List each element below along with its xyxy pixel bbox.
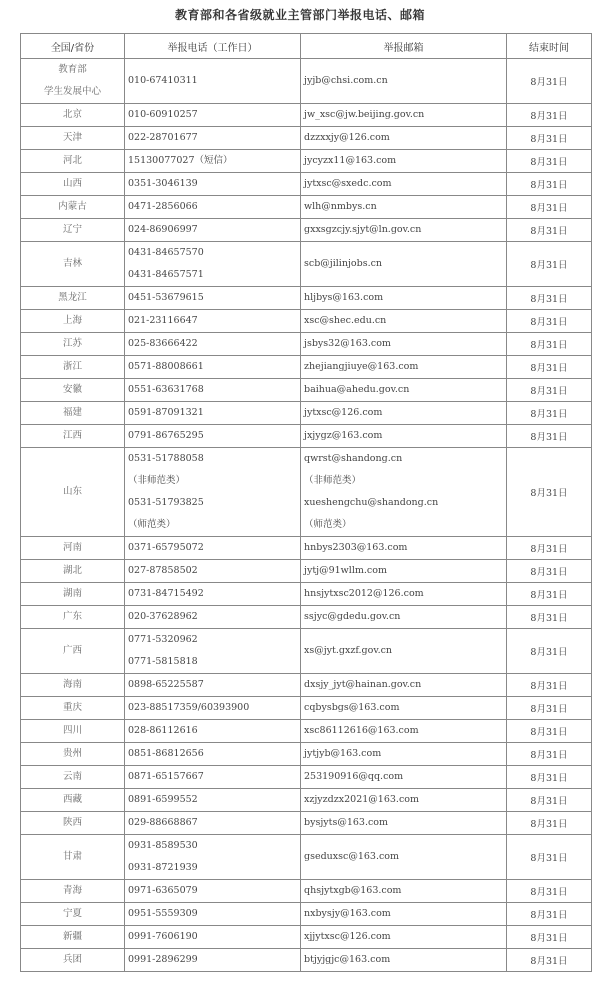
province-cell-line: 天津 (62, 132, 82, 143)
table-row (21, 789, 592, 812)
phone-cell-line: 024-86906997 (128, 224, 198, 235)
province-cell (21, 356, 125, 379)
end-date-cell: 8月31日 (507, 287, 592, 310)
email-cell[interactable] (301, 766, 507, 789)
province-cell-line: 黑龙江 (58, 292, 87, 303)
table-row (21, 356, 592, 379)
province-cell (21, 242, 125, 287)
table-row (21, 560, 592, 583)
email-cell[interactable] (301, 379, 507, 402)
phone-cell (125, 926, 301, 949)
province-cell (21, 150, 125, 173)
email-cell-line[interactable]: 253190916@qq.com (304, 771, 404, 782)
table-row (21, 219, 592, 242)
province-cell (21, 196, 125, 219)
province-cell (21, 903, 125, 926)
end-date-cell: 8月31日 (507, 333, 592, 356)
email-cell[interactable] (301, 537, 507, 560)
email-cell-line[interactable]: jsbys32@163.com (304, 338, 391, 349)
email-cell-line[interactable]: jytxsc@126.com (304, 407, 383, 418)
email-cell[interactable] (301, 606, 507, 629)
phone-cell-line: 025-83666422 (128, 338, 198, 349)
province-cell-line: 海南 (62, 679, 82, 690)
email-cell[interactable] (301, 150, 507, 173)
phone-cell-line: 0971-6365079 (128, 885, 198, 896)
province-cell-line: 湖南 (62, 588, 82, 599)
end-date-cell: 8月31日 (507, 835, 592, 880)
phone-cell-line: 0871-65157667 (128, 771, 204, 782)
province-cell-line: 内蒙古 (58, 201, 87, 212)
phone-cell-line: 028-86112616 (128, 725, 198, 736)
phone-cell (125, 150, 301, 173)
province-cell-line: 上海 (62, 315, 82, 326)
email-cell[interactable] (301, 356, 507, 379)
province-cell-line: 辽宁 (62, 224, 82, 235)
province-cell (21, 743, 125, 766)
province-cell (21, 127, 125, 150)
end-date-cell: 8月31日 (507, 926, 592, 949)
email-cell-line[interactable]: jycyzx11@163.com (304, 155, 397, 166)
table-row (21, 766, 592, 789)
end-date-cell: 8月31日 (507, 537, 592, 560)
phone-cell-line: 0891-6599552 (128, 794, 198, 805)
table-header-row (21, 34, 592, 59)
email-cell-line[interactable]: jytxsc@sxedc.com (304, 178, 392, 189)
province-cell-line: 陕西 (62, 817, 82, 828)
phone-cell-line: 020-37628962 (128, 611, 198, 622)
phone-cell-line: 0931-8721939 (128, 862, 198, 873)
phone-cell (125, 743, 301, 766)
end-date-cell: 8月31日 (507, 560, 592, 583)
email-cell-line[interactable]: xsc86112616@163.com (304, 725, 419, 736)
table-row (21, 104, 592, 127)
table-row (21, 196, 592, 219)
end-date-cell: 8月31日 (507, 949, 592, 972)
email-cell-line[interactable]: hnsjytxsc2012@126.com (304, 588, 424, 599)
end-date-cell: 8月31日 (507, 219, 592, 242)
province-cell-line: 广东 (62, 611, 82, 622)
email-cell[interactable] (301, 402, 507, 425)
end-date-cell: 8月31日 (507, 425, 592, 448)
province-cell (21, 720, 125, 743)
province-cell-line: 重庆 (62, 702, 82, 713)
email-cell-line[interactable]: jyjb@chsi.com.cn (304, 75, 388, 86)
phone-cell (125, 766, 301, 789)
table-row (21, 743, 592, 766)
email-cell[interactable] (301, 425, 507, 448)
end-date-cell: 8月31日 (507, 629, 592, 674)
table-row (21, 59, 592, 104)
email-cell-line[interactable]: jw_xsc@jw.beijing.gov.cn (304, 109, 425, 120)
phone-cell (125, 127, 301, 150)
end-date-cell: 8月31日 (507, 379, 592, 402)
phone-cell (125, 402, 301, 425)
phone-cell-line: 0931-8589530 (128, 840, 198, 851)
table-row (21, 674, 592, 697)
email-cell-line[interactable]: baihua@ahedu.gov.cn (304, 384, 410, 395)
table-row (21, 812, 592, 835)
province-cell-line: 新疆 (62, 931, 82, 942)
end-date-cell: 8月31日 (507, 583, 592, 606)
province-cell (21, 583, 125, 606)
email-cell-line[interactable]: xjjytxsc@126.com (304, 931, 391, 942)
phone-cell (125, 583, 301, 606)
end-date-cell: 8月31日 (507, 310, 592, 333)
province-cell (21, 287, 125, 310)
table-row (21, 150, 592, 173)
header-email: 举报邮箱 (301, 34, 507, 59)
province-cell-line: 广西 (62, 645, 82, 656)
phone-cell-line: 0431-84657571 (128, 269, 204, 280)
email-cell[interactable] (301, 835, 507, 880)
province-cell-line: 云南 (62, 771, 82, 782)
email-cell-line[interactable]: bysjyts@163.com (304, 817, 389, 828)
email-cell[interactable] (301, 333, 507, 356)
phone-cell (125, 333, 301, 356)
province-cell (21, 425, 125, 448)
phone-cell-line: 027-87858502 (128, 565, 198, 576)
email-cell-line[interactable]: btjyjgjc@163.com (304, 954, 391, 965)
email-cell[interactable] (301, 219, 507, 242)
end-date-cell: 8月31日 (507, 903, 592, 926)
email-cell[interactable] (301, 926, 507, 949)
province-cell-line: 教育部 (58, 64, 87, 75)
end-date-cell: 8月31日 (507, 356, 592, 379)
email-cell-line[interactable]: hljbys@163.com (304, 292, 384, 303)
email-cell[interactable] (301, 949, 507, 972)
phone-cell (125, 880, 301, 903)
email-cell-line[interactable]: gseduxsc@163.com (304, 851, 400, 862)
table-row (21, 835, 592, 880)
phone-cell-line: 0991-7606190 (128, 931, 198, 942)
province-cell (21, 674, 125, 697)
phone-cell-line: 022-28701677 (128, 132, 198, 143)
province-cell-line: 安徽 (62, 384, 82, 395)
phone-cell (125, 59, 301, 104)
email-cell-line[interactable]: xsc@shec.edu.cn (304, 315, 387, 326)
end-date-cell: 8月31日 (507, 59, 592, 104)
phone-cell-line: 0791-86765295 (128, 430, 204, 441)
end-date-cell: 8月31日 (507, 697, 592, 720)
header-province: 全国/省份 (21, 34, 125, 59)
email-cell[interactable] (301, 629, 507, 674)
phone-cell (125, 720, 301, 743)
table-row (21, 903, 592, 926)
header-phone: 举报电话（工作日） (125, 34, 301, 59)
end-date-cell: 8月31日 (507, 789, 592, 812)
table-body (21, 59, 592, 972)
email-cell[interactable] (301, 104, 507, 127)
province-cell-line: 宁夏 (62, 908, 82, 919)
page-title: 教育部和各省级就业主管部门举报电话、邮箱 (174, 8, 425, 22)
phone-cell (125, 812, 301, 835)
province-cell (21, 310, 125, 333)
phone-cell (125, 606, 301, 629)
table-row (21, 127, 592, 150)
province-cell-line: 河北 (62, 155, 82, 166)
phone-cell-line: 021-23116647 (128, 315, 198, 326)
phone-cell (125, 629, 301, 674)
table-row (21, 720, 592, 743)
end-date-cell: 8月31日 (507, 743, 592, 766)
email-cell[interactable] (301, 310, 507, 333)
province-cell (21, 789, 125, 812)
email-cell[interactable] (301, 720, 507, 743)
end-date-cell: 8月31日 (507, 720, 592, 743)
email-cell-line[interactable]: xs@jyt.gxzf.gov.cn (304, 645, 393, 656)
phone-cell-line: 010-60910257 (128, 109, 198, 120)
email-cell[interactable] (301, 242, 507, 287)
province-cell-line: 山东 (62, 486, 82, 497)
table-row (21, 697, 592, 720)
province-cell-line: 贵州 (62, 748, 82, 759)
email-cell[interactable] (301, 697, 507, 720)
table-row (21, 583, 592, 606)
table-row (21, 425, 592, 448)
phone-cell (125, 949, 301, 972)
province-cell (21, 379, 125, 402)
end-date-cell: 8月31日 (507, 150, 592, 173)
province-cell (21, 333, 125, 356)
end-date-cell: 8月31日 (507, 104, 592, 127)
phone-cell-line: 0431-84657570 (128, 247, 204, 258)
end-date-cell: 8月31日 (507, 812, 592, 835)
phone-cell-line: 023-88517359/60393900 (128, 702, 250, 713)
email-cell[interactable] (301, 196, 507, 219)
province-cell (21, 949, 125, 972)
province-cell (21, 812, 125, 835)
email-cell[interactable] (301, 789, 507, 812)
table-row (21, 379, 592, 402)
table-row (21, 310, 592, 333)
email-cell-line[interactable]: jytj@91wllm.com (304, 565, 387, 576)
province-cell-line: 江西 (62, 430, 82, 441)
province-cell (21, 766, 125, 789)
email-cell-line[interactable]: （非师范类） (304, 475, 362, 486)
table-row (21, 242, 592, 287)
phone-cell-line: 029-88668867 (128, 817, 198, 828)
header-end-date: 结束时间 (507, 34, 592, 59)
province-cell-line: 山西 (62, 178, 82, 189)
report-contacts-table (20, 33, 592, 972)
province-cell-line: 浙江 (62, 361, 82, 372)
phone-cell (125, 789, 301, 812)
email-cell-line[interactable]: cqbysbgs@163.com (304, 702, 400, 713)
email-cell[interactable] (301, 560, 507, 583)
email-cell-line[interactable]: dzzxxjy@126.com (304, 132, 390, 143)
phone-cell (125, 903, 301, 926)
table-row (21, 448, 592, 537)
phone-cell (125, 196, 301, 219)
end-date-cell: 8月31日 (507, 173, 592, 196)
phone-cell (125, 674, 301, 697)
province-cell-line: 兵团 (62, 954, 82, 965)
province-cell-line: 四川 (62, 725, 82, 736)
phone-cell-line: 0951-5559309 (128, 908, 198, 919)
email-cell[interactable] (301, 127, 507, 150)
table-row (21, 173, 592, 196)
end-date-cell: 8月31日 (507, 196, 592, 219)
province-cell (21, 448, 125, 537)
phone-cell (125, 173, 301, 196)
email-cell[interactable] (301, 583, 507, 606)
end-date-cell: 8月31日 (507, 606, 592, 629)
province-cell-line: 青海 (62, 885, 82, 896)
email-cell-line[interactable]: dxsjy_jyt@hainan.gov.cn (304, 679, 422, 690)
phone-cell-line: 0571-88008661 (128, 361, 204, 372)
province-cell-line: 福建 (62, 407, 82, 418)
table-row (21, 333, 592, 356)
province-cell (21, 59, 125, 104)
email-cell-line[interactable]: xueshengchu@shandong.cn (304, 497, 439, 508)
table-row (21, 606, 592, 629)
province-cell (21, 606, 125, 629)
email-cell-line[interactable]: qwrst@shandong.cn (304, 453, 403, 464)
email-cell-line[interactable]: gxxsgzcjy.sjyt@ln.gov.cn (304, 224, 422, 235)
phone-cell (125, 104, 301, 127)
email-cell-line[interactable]: scb@jilinjobs.cn (304, 258, 383, 269)
email-cell-line[interactable]: nxbysjy@163.com (304, 908, 391, 919)
province-cell (21, 219, 125, 242)
email-cell[interactable] (301, 448, 507, 537)
end-date-cell: 8月31日 (507, 766, 592, 789)
email-cell-line[interactable]: jxjygz@163.com (304, 430, 383, 441)
phone-cell (125, 219, 301, 242)
province-cell (21, 880, 125, 903)
email-cell[interactable] (301, 743, 507, 766)
phone-cell-line: 0351-3046139 (128, 178, 198, 189)
table-row (21, 402, 592, 425)
email-cell-line[interactable]: jytjyb@163.com (304, 748, 382, 759)
table-row (21, 537, 592, 560)
email-cell-line[interactable]: zhejiangjiuye@163.com (304, 361, 419, 372)
email-cell-line[interactable]: qhsjytxgb@163.com (304, 885, 402, 896)
phone-cell-line: （非师范类） (128, 475, 186, 486)
province-cell-line: 河南 (62, 542, 82, 553)
table-row (21, 287, 592, 310)
phone-cell-line: 0531-51793825 (128, 497, 204, 508)
email-cell-line[interactable]: （师范类） (304, 519, 352, 530)
province-cell-line: 西藏 (62, 794, 82, 805)
province-cell (21, 173, 125, 196)
phone-cell (125, 379, 301, 402)
province-cell-line: 吉林 (62, 258, 82, 269)
end-date-cell: 8月31日 (507, 448, 592, 537)
province-cell-line: 学生发展中心 (43, 86, 101, 97)
email-cell-line[interactable]: wlh@nmbys.cn (304, 201, 377, 212)
phone-cell-line: 0451-53679615 (128, 292, 204, 303)
phone-cell (125, 835, 301, 880)
phone-cell-line: 15130077027（短信） (128, 155, 233, 166)
end-date-cell: 8月31日 (507, 127, 592, 150)
phone-cell-line: 0898-65225587 (128, 679, 204, 690)
phone-cell (125, 697, 301, 720)
phone-cell-line: 0771-5320962 (128, 634, 198, 645)
province-cell (21, 537, 125, 560)
phone-cell (125, 560, 301, 583)
email-cell[interactable] (301, 287, 507, 310)
province-cell (21, 697, 125, 720)
province-cell-line: 甘肃 (62, 851, 82, 862)
phone-cell (125, 287, 301, 310)
email-cell-line[interactable]: hnbys2303@163.com (304, 542, 408, 553)
table-row (21, 926, 592, 949)
phone-cell (125, 242, 301, 287)
province-cell-line: 湖北 (62, 565, 82, 576)
phone-cell-line: 0851-86812656 (128, 748, 204, 759)
email-cell[interactable] (301, 812, 507, 835)
province-cell-line: 江苏 (62, 338, 82, 349)
email-cell[interactable] (301, 59, 507, 104)
phone-cell-line: （师范类） (128, 519, 176, 530)
phone-cell (125, 448, 301, 537)
email-cell-line[interactable]: xzjyzdzx2021@163.com (304, 794, 420, 805)
phone-cell-line: 0731-84715492 (128, 588, 204, 599)
phone-cell-line: 0771-5815818 (128, 656, 198, 667)
province-cell (21, 104, 125, 127)
phone-cell (125, 425, 301, 448)
email-cell[interactable] (301, 173, 507, 196)
phone-cell-line: 0471-2856066 (128, 201, 198, 212)
phone-cell (125, 310, 301, 333)
table-row (21, 629, 592, 674)
phone-cell-line: 0551-63631768 (128, 384, 204, 395)
email-cell[interactable] (301, 880, 507, 903)
phone-cell-line: 0591-87091321 (128, 407, 204, 418)
phone-cell (125, 537, 301, 560)
province-cell (21, 835, 125, 880)
end-date-cell: 8月31日 (507, 402, 592, 425)
phone-cell-line: 010-67410311 (128, 75, 198, 86)
email-cell-line[interactable]: ssjyc@gdedu.gov.cn (304, 611, 401, 622)
email-cell[interactable] (301, 903, 507, 926)
phone-cell-line: 0991-2896299 (128, 954, 198, 965)
end-date-cell: 8月31日 (507, 242, 592, 287)
province-cell (21, 560, 125, 583)
end-date-cell: 8月31日 (507, 674, 592, 697)
phone-cell (125, 356, 301, 379)
phone-cell-line: 0531-51788058 (128, 453, 204, 464)
province-cell (21, 402, 125, 425)
email-cell[interactable] (301, 674, 507, 697)
table-row (21, 949, 592, 972)
end-date-cell: 8月31日 (507, 880, 592, 903)
table-row (21, 880, 592, 903)
province-cell-line: 北京 (62, 109, 82, 120)
province-cell (21, 629, 125, 674)
province-cell (21, 926, 125, 949)
phone-cell-line: 0371-65795072 (128, 542, 204, 553)
